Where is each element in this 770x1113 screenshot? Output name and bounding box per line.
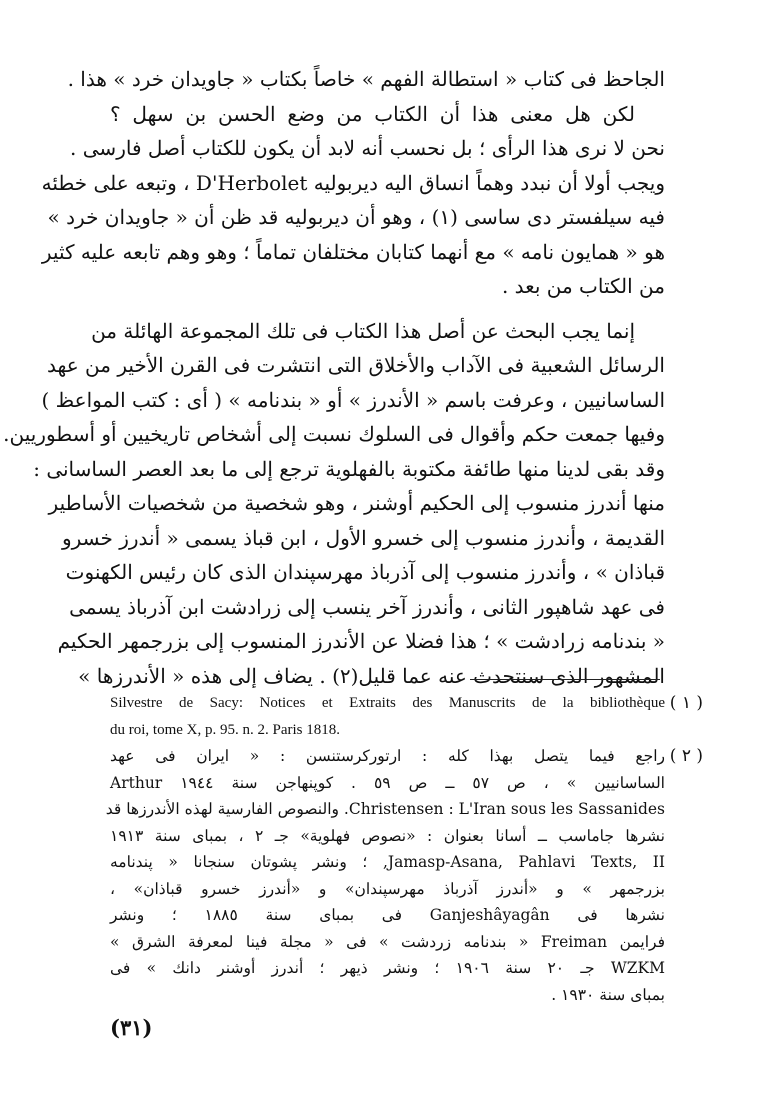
footnote-divider — [470, 679, 660, 680]
text-line: المشهور الذى سنتحدث عنه عما قليل(٢) . يضاف إلى هذه « الأندرزها » — [78, 663, 665, 688]
footnote-line: نشرها فى Ganjeshâyagân فى بمباى سنة ١٨٨٥ ؛ ونشر — [110, 906, 665, 924]
page-number: (٣١) — [110, 1015, 153, 1040]
text-line: وفيها جمعت حكم وأقوال فى السلوك نسبت إلى أشخاص تاريخيين أو أسطوريين. — [3, 422, 665, 446]
footnote-number: ( ١ ) — [669, 693, 703, 713]
footnote-line: نشرها جاماسب ــ أسانا بعنوان : «نصوص فهلوية» جـ ٢ ، بمباى سنة ١٩١٣ — [110, 826, 665, 845]
text-line: فيه سيلفستر دى ساسى (١) ، وهو أن ديربوليه قد ظن أن « جاويدان خرد » — [47, 205, 665, 229]
text-line: هو « همايون نامه » مع أنهما كتابان مختلفان تماماً ؛ وهو وهم تابعه عليه كثير — [41, 239, 665, 264]
text-line: ويجب أولا أن نبدد وهماً انساق اليه ديربوليه D'Herbolet ، وتبعه على خطئه — [41, 170, 665, 195]
text-line: الساسانيين ، وعرفت باسم « الأندرز » أو « بندنامه » ( أى : كتب المواعظ ) — [41, 387, 665, 412]
paragraph-2 — [3, 314, 665, 694]
text-line: وقد بقى لدينا منها طائفة مكتوبة بالفهلوية ترجع إلى ما بعد العصر الساسانى : — [33, 456, 665, 481]
text-line: منها أندرز منسوب إلى الحكيم أوشنر ، وهو شخصية من شخصيات الأساطير — [48, 491, 665, 515]
text-line: الرسائل الشعبية فى الآداب والأخلاق التى انتشرت فى القرن الأخير من عهد — [47, 353, 665, 377]
footnote-line: Christensen : L'Iran sous les Sassanides. والنصوص الفارسية لهذه الأندرزها قد — [105, 800, 665, 818]
footnote-line: WZKM جـ ٢٠ سنة ١٩٠٦ ؛ ونشر ذيهر ؛ أندرز أوشنر دانك » فى — [110, 959, 665, 977]
text-line: « بندنامه زرادشت » ؛ هذا فضلا عن الأندرز المنسوب إلى بزرجمهر الحكيم — [57, 629, 665, 653]
footnote-line: راجع فيما يتصل بهذا كله : ارتوركرستنسن : « ايران فى عهد — [110, 747, 665, 765]
footnote-line: بزرجمهر » و «أندرز آذرباذ مهرسپندان» و «أندرز خسرو قباذان» ، — [110, 879, 665, 898]
text-line: قباذان » ، وأندرز منسوب إلى آذرباذ مهرسپندان الذى كان رئيس الكهنوت — [65, 560, 665, 584]
footnote-line: بمباى سنة ١٩٣٠ . — [551, 985, 665, 1004]
text-line: القديمة ، وأندرز منسوب إلى خسرو الأول ، ابن قباذ يسمى « أندرز خسرو — [61, 525, 665, 550]
text-line: الجاحظ فى كتاب « استطالة الفهم » خاصاً بكتاب « جاويدان خرد » هذا . — [67, 67, 665, 91]
footnote-2 — [105, 743, 703, 1008]
text-line: من الكتاب من بعد . — [501, 274, 665, 298]
footnote-line: Silvestre de Sacy: Notices et Extraits des Manuscrits de la bibliothèque — [110, 695, 665, 711]
footnote-number: ( ٢ ) — [669, 746, 703, 766]
text-line: فى عهد شاهپور الثانى ، وأندرز آخر ينسب إلى زرادشت ابن آذرباذ يسمى — [69, 594, 665, 619]
footnote-line: فرايمن Freiman « بندنامه زردشت » فى « مجلة فينا لمعرفة الشرق » — [110, 932, 665, 951]
footnote-line: الساسانيين » ، ص ٥٧ ــ ص ٥٩ . كوپنهاجن سنة ١٩٤٤ Arthur — [110, 773, 665, 792]
text-line: نحن لا نرى هذا الرأى ؛ بل نحسب أنه لابد أن يكون للكتاب أصل فارسى . — [70, 136, 665, 160]
paragraph-1 — [41, 62, 665, 304]
footnote-line: du roi, tome X, p. 95. n. 2. Paris 1818. — [110, 721, 340, 738]
main-text — [3, 62, 665, 693]
text-line: إنما يجب البحث عن أصل هذا الكتاب فى تلك المجموعة الهائلة من — [91, 318, 635, 343]
footnote-line: Jamasp-Asana, Pahlavi Texts, II, ؛ ونشر پشوتان سنجانا « پندنامه — [110, 853, 665, 871]
footnotes — [105, 690, 703, 1008]
footnote-1 — [110, 690, 703, 743]
text-line: لكن هل معنى هذا أن الكتاب من وضع الحسن بن سهل ؟ — [110, 101, 635, 126]
